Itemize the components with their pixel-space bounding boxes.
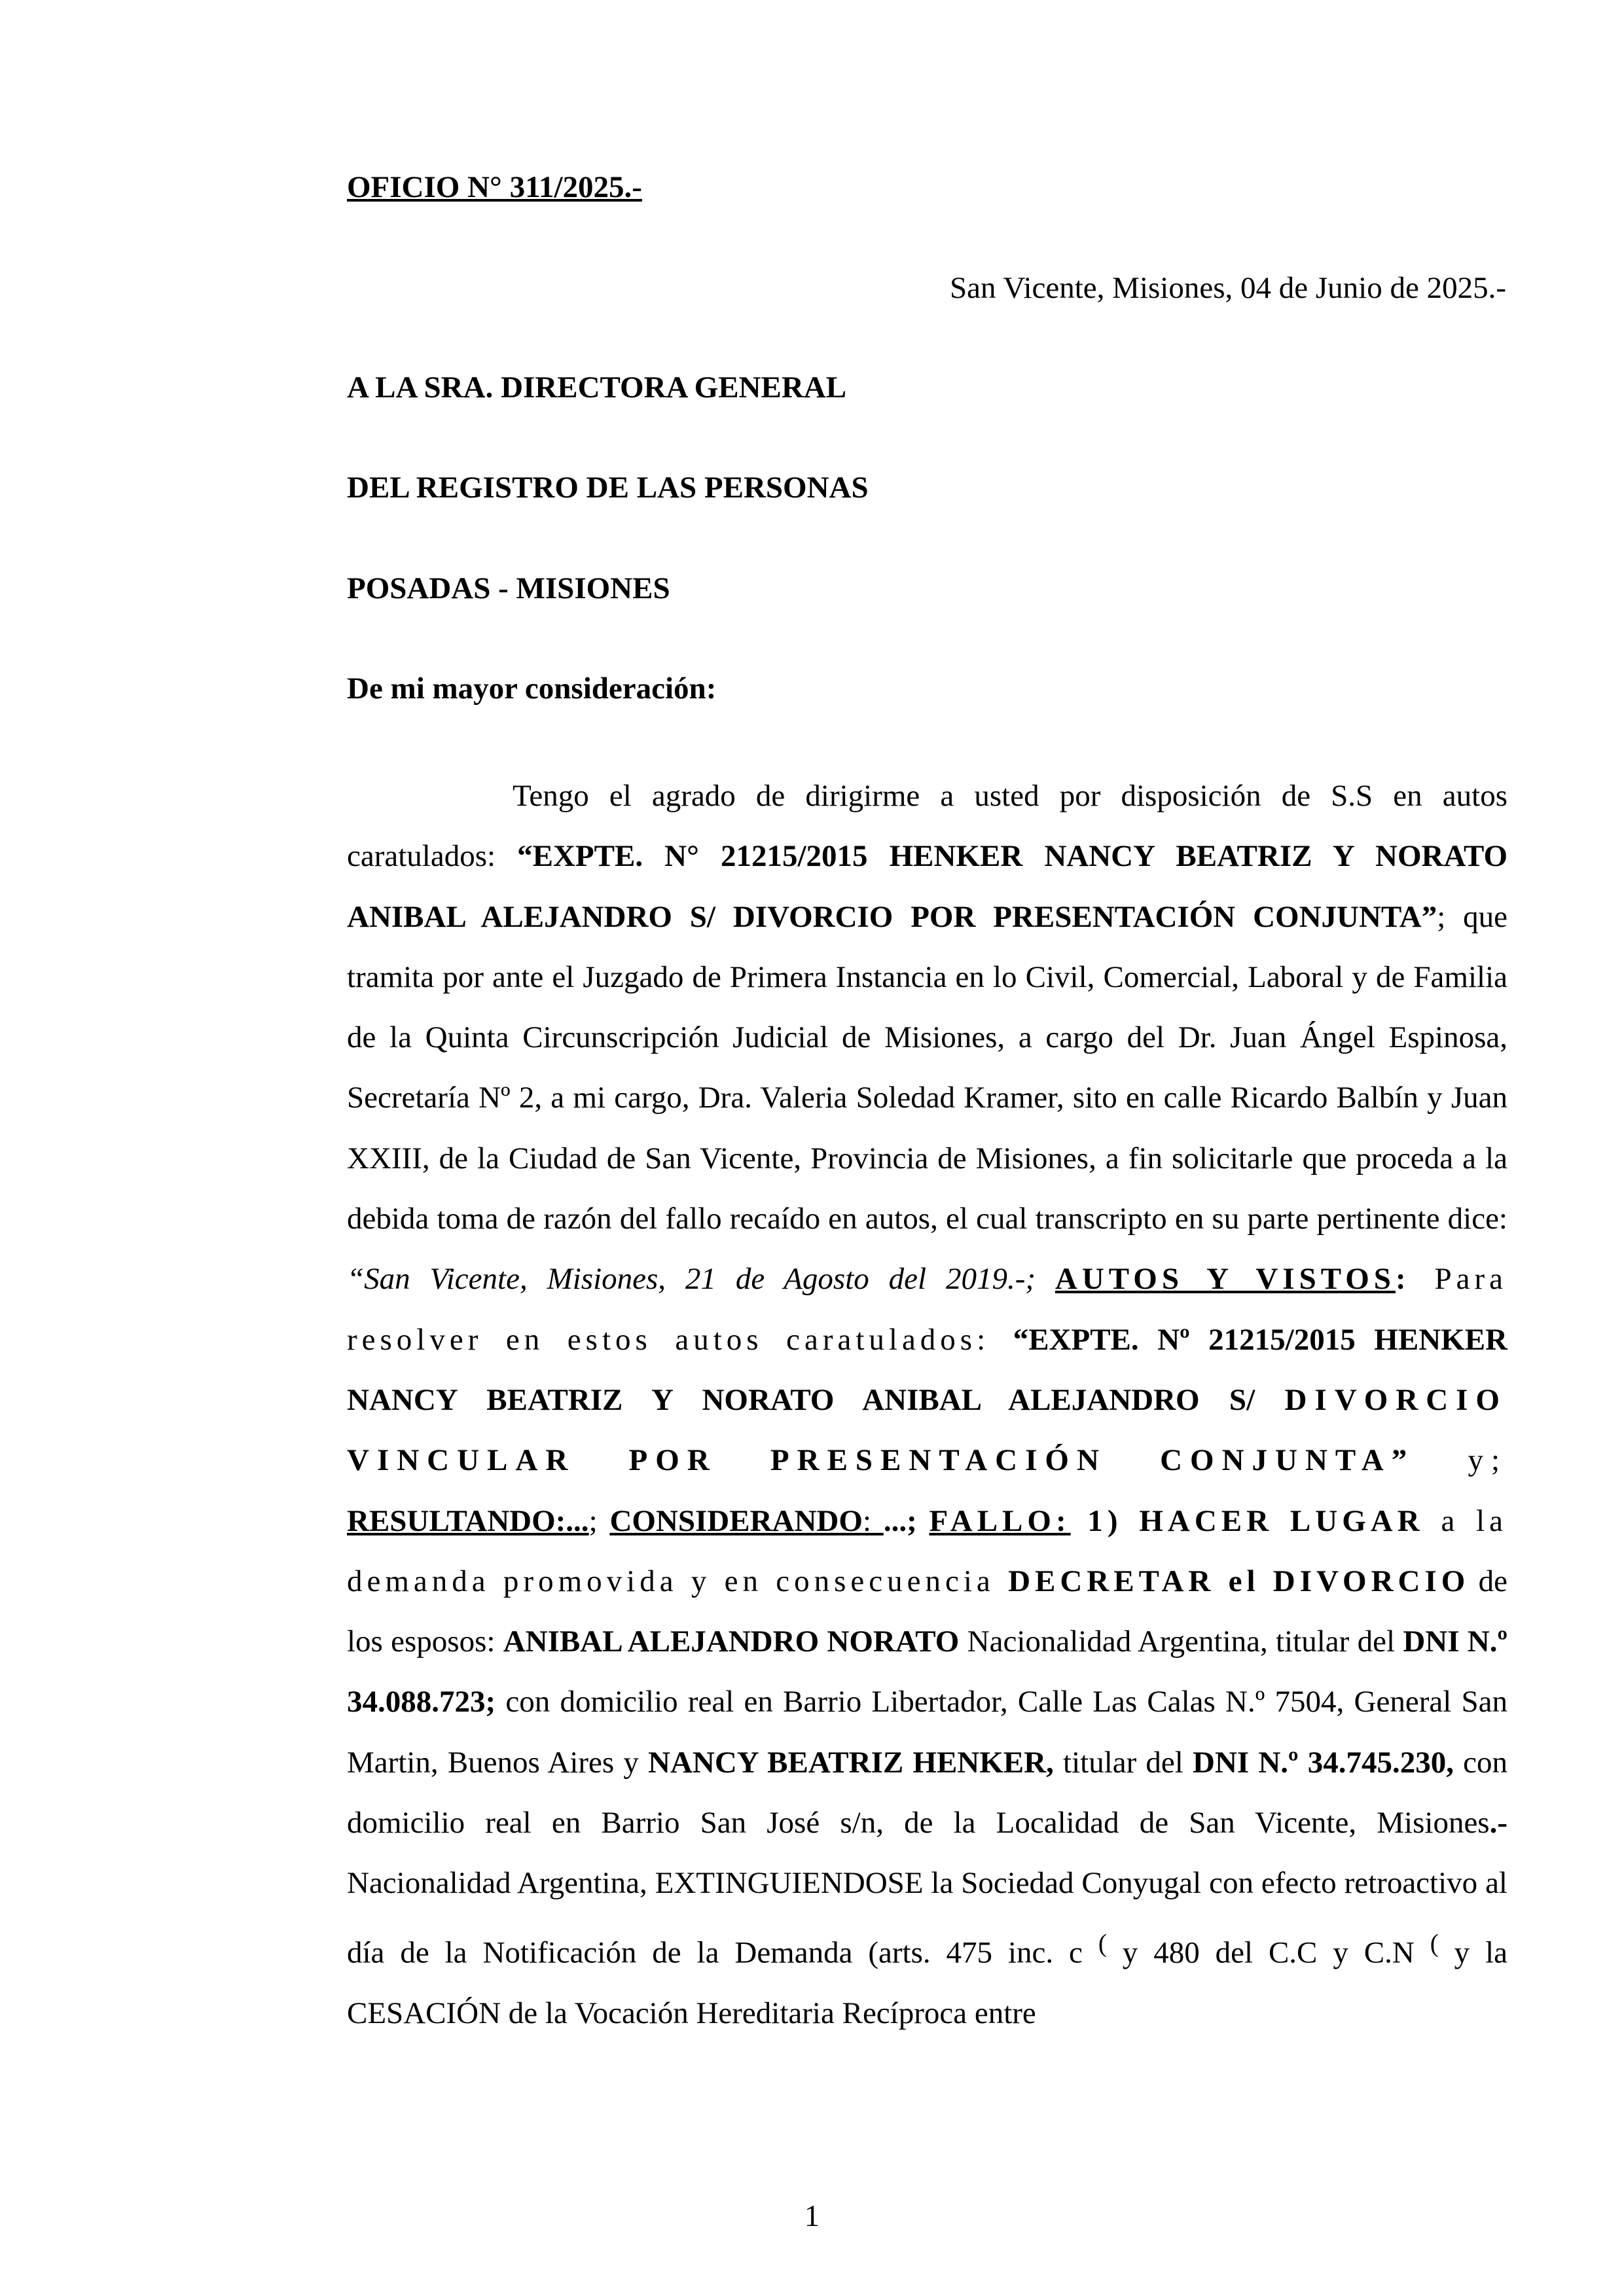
spouse-2-name: NANCY BEATRIZ HENKER, [648,1745,1054,1780]
considerando-ellipsis: ...; [883,1503,929,1538]
oficio-number: OFICIO N° 311/2025.- [347,170,642,204]
spouse-2-dni-label: titular del [1053,1745,1193,1780]
recipient-line-3: POSADAS - MISIONES [347,571,670,605]
resultando-heading: RESULTANDO:... [347,1503,589,1538]
date-line: San Vicente, Misiones, 04 de Junio de 2025.- [949,271,1506,305]
spouse-1-address: con domicilio real en Barrio Libertador, Calle Las Calas N.º 7504, General San Martin, Buenos Aires y [347,1685,1507,1780]
decretar-divorcio: DECRETAR el DIVORCIO [1008,1564,1470,1598]
fallo-text-2: de los esposos: [347,1564,1507,1659]
spouse-1-name: ANIBAL ALEJANDRO NORATO [503,1624,960,1659]
salutation: De mi mayor consideración: [347,672,717,706]
page-number: 1 [804,2199,820,2233]
superscript-paren-2: ( [1430,1929,1439,1958]
recipient-line-1: A LA SRA. DIRECTORA GENERAL [347,370,847,404]
autos-y-vistos-heading: AUTOS Y VISTOS [1055,1262,1396,1297]
autos-text: Para resolver en estos autos caratulados: [347,1262,1507,1357]
autos-colon: : [1395,1262,1411,1297]
hacer-lugar: 1) HACER LUGAR [1070,1503,1424,1538]
body-court-details: ; que tramita por ante el Juzgado de Primera Instancia en lo Civil, Comercial, Laboral y de Familia de la Quinta Circunscripción Judicial de Misiones, a cargo del Dr. Juan Ángel Espinosa, Secretaría Nº 2, a mi cargo, Dra. Valeria Soledad Kramer, sito en calle Ricardo Balbín y Juan XXIII, de la Ciudad de San Vicente, Provincia de Misiones, a fin solicitarle que proceda a la debida toma de razón del fallo recaído en autos, el cual transcripto en su parte pertinente dice: [347,899,1507,1236]
case-title-repeat-end: DIVORCIO VINCULAR POR PRESENTACIÓN CONJUNTA” [347,1382,1507,1478]
fallo-text-1: a la demanda promovida y en consecuencia [347,1503,1508,1598]
recipient-line-2: DEL REGISTRO DE LAS PERSONAS [347,471,869,505]
spouse-2-dni: DNI N.º 34.745.230, [1193,1745,1454,1780]
considerando-heading: CONSIDERANDO [609,1503,863,1538]
and-text: y; [1415,1443,1508,1478]
cesacion-text: y la CESACIÓN de la Vocación Hereditaria Recíproca entre [347,1935,1507,2030]
ruling-date: “San Vicente, Misiones, 21 de Agosto del 2019.-; [347,1262,1036,1297]
considerando-colon: : [862,1503,884,1538]
spouse-1-dni: DNI N.º 34.088.723; [347,1624,1508,1719]
separator-1: ; [588,1503,610,1538]
conyugal-text: Nacionalidad Argentina, EXTINGUIENDOSE la Sociedad Conyugal con efecto retroactivo al día de la Notificación de la Demanda (arts. 475 inc. c [347,1866,1507,1970]
body-paragraph [347,766,1507,2043]
case-title-repeat: “EXPTE. Nº 21215/2015 HENKER NANCY BEATRIZ Y NORATO ANIBAL ALEJANDRO S/ [347,1322,1507,1417]
body-intro: Tengo el agrado de dirigirme a usted por disposición de S.S en autos caratulados: [347,779,1507,874]
articles-text: y 480 del C.C y C.N [1106,1935,1430,1970]
spouse-1-nationality: Nacionalidad Argentina, titular del [959,1624,1403,1659]
address-terminator: .- [1489,1806,1507,1840]
spouse-2-address: con domicilio real en Barrio San José s/n, de la Localidad de San Vicente, Misiones [347,1745,1507,1840]
case-title: “EXPTE. N° 21215/2015 HENKER NANCY BEATRIZ Y NORATO ANIBAL ALEJANDRO S/ DIVORCIO POR PRESENTACIÓN CONJUNTA” [347,839,1507,934]
superscript-paren-1: ( [1098,1929,1107,1958]
fallo-heading: FALLO: [929,1503,1071,1538]
